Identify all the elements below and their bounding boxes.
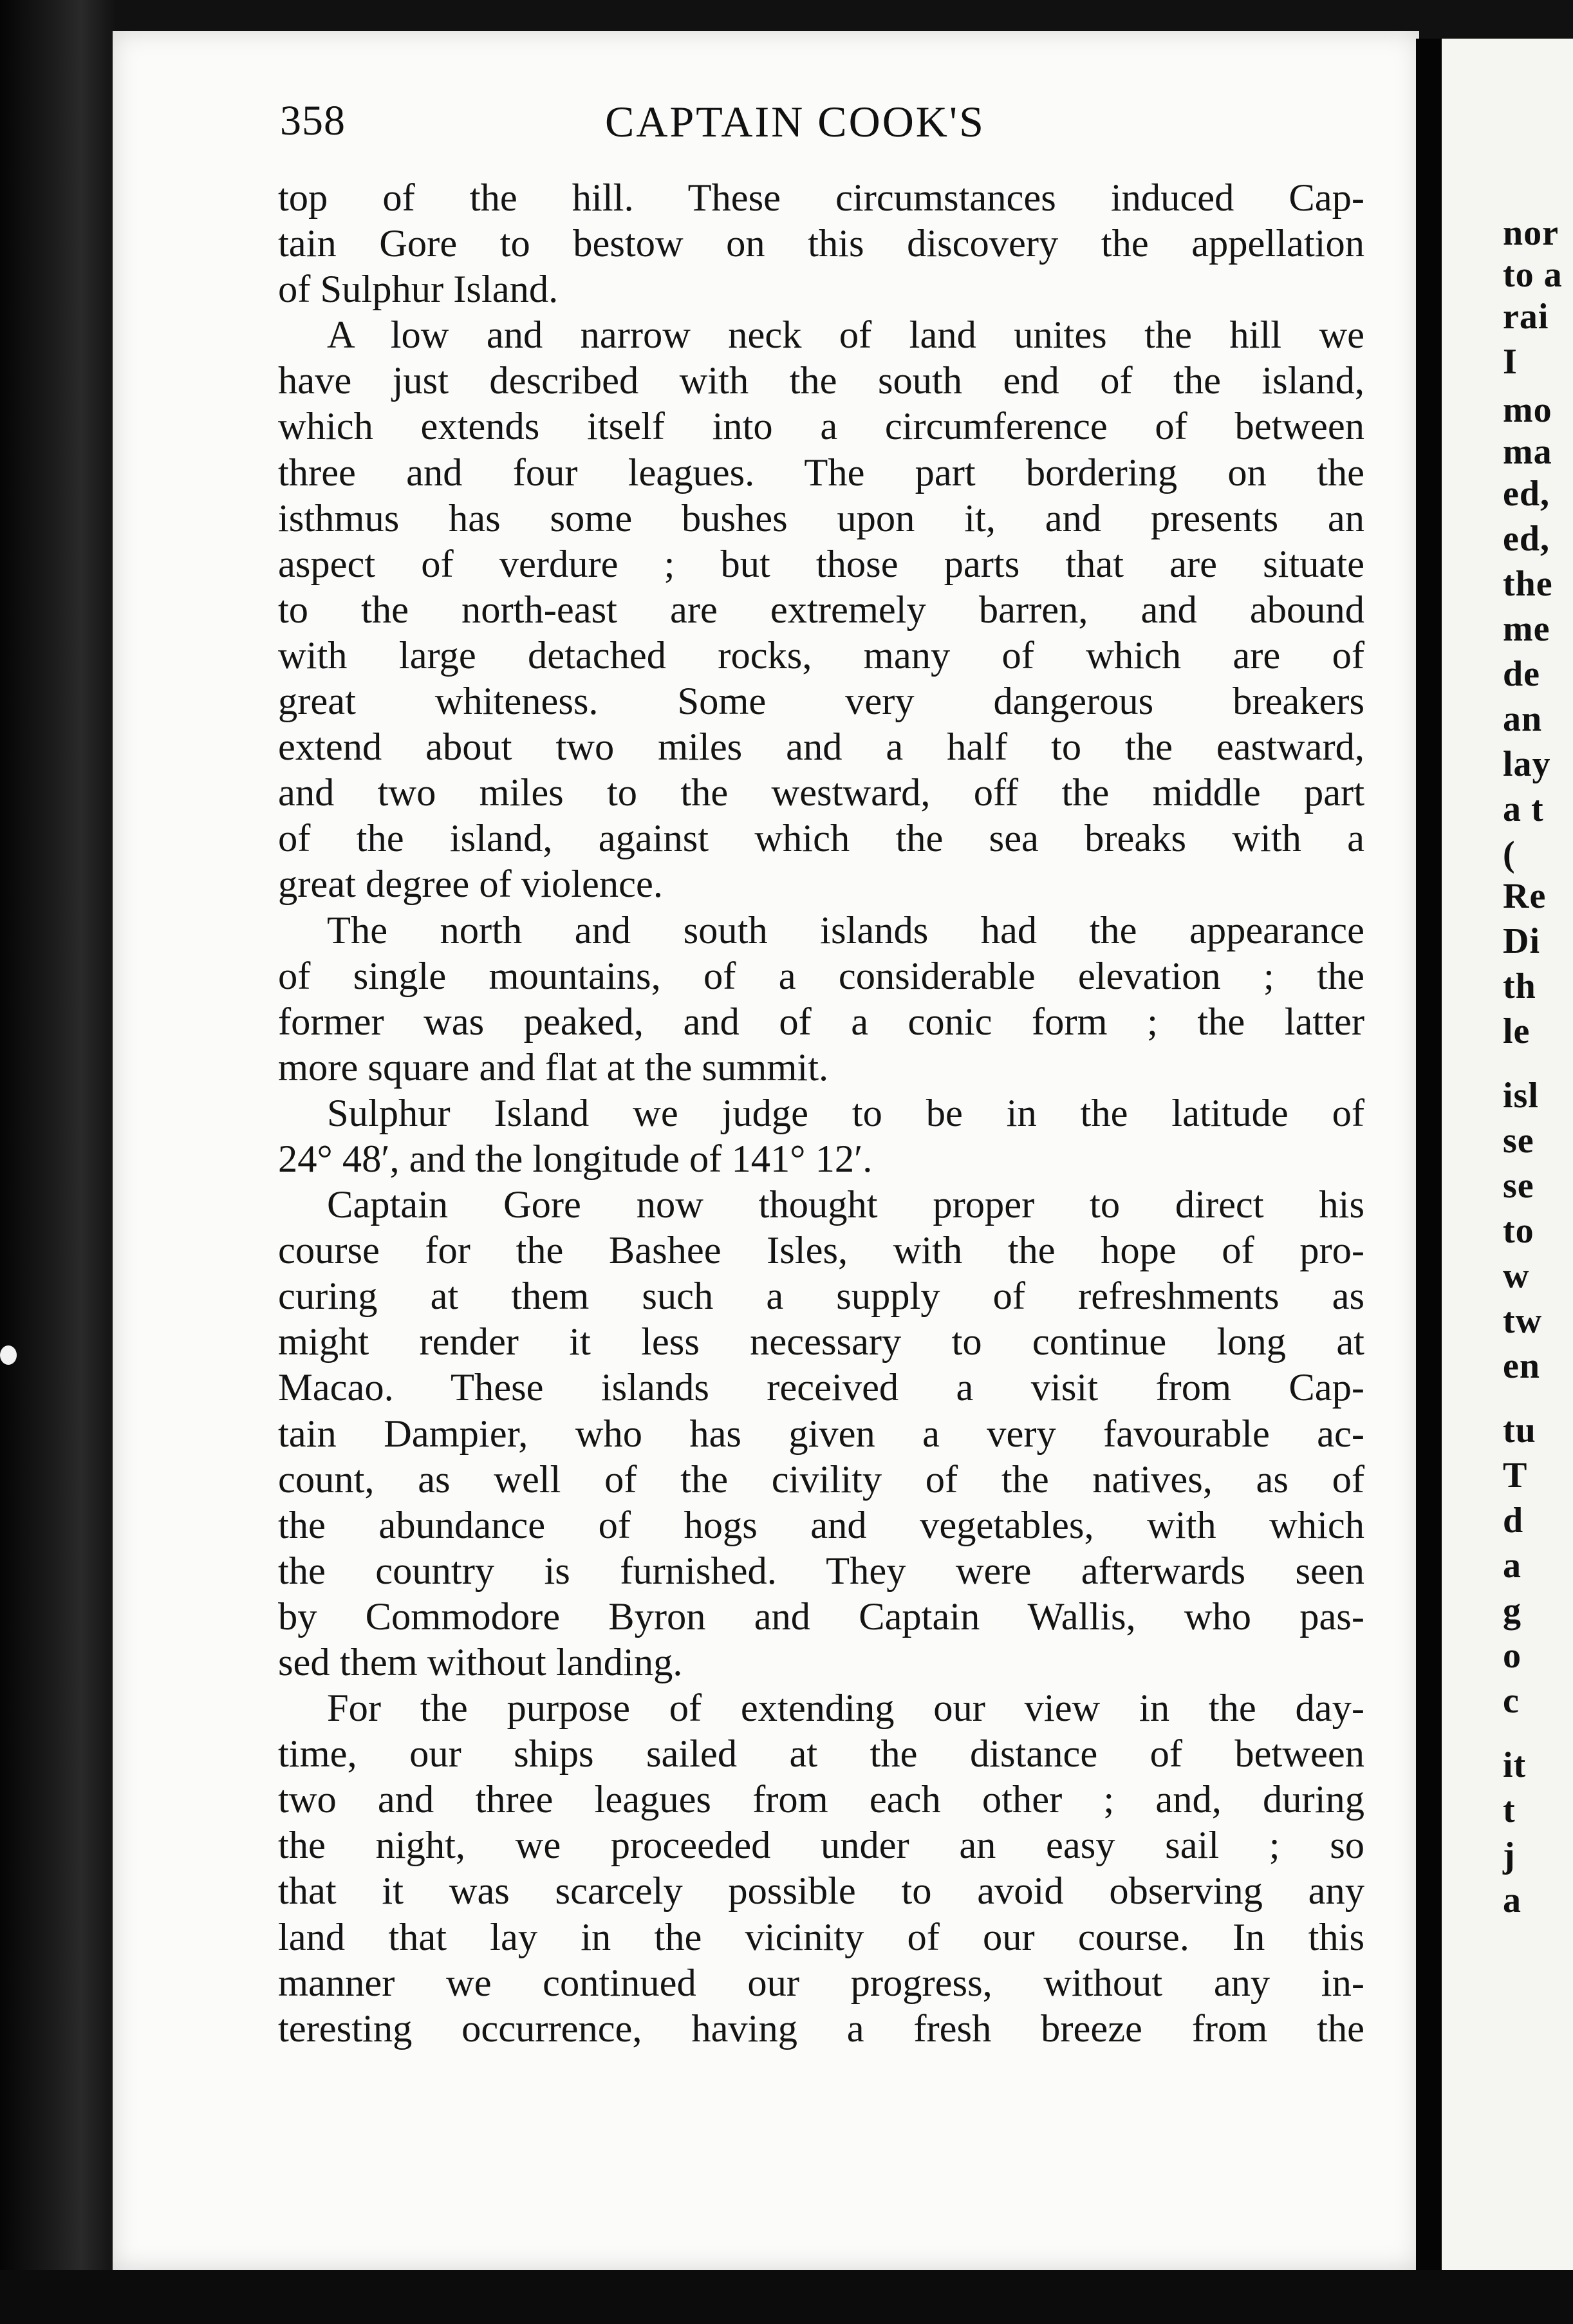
text-line: which extends itself into a circumference of between bbox=[278, 405, 1364, 449]
facing-page-fragment: tu bbox=[1503, 1410, 1536, 1450]
text-line: 24° 48′, and the longitude of 141° 12′. bbox=[278, 1137, 873, 1181]
facing-page-fragment: ed, bbox=[1503, 474, 1550, 514]
scan-speck bbox=[0, 1345, 17, 1365]
page-number: 358 bbox=[280, 97, 346, 144]
facing-page-fragment: isl bbox=[1503, 1076, 1539, 1116]
text-line: by Commodore Byron and Captain Wallis, who pas- bbox=[278, 1595, 1364, 1638]
text-line: The north and south islands had the appearance bbox=[327, 908, 1364, 952]
text-line: aspect of verdure ; but those parts that are situate bbox=[278, 542, 1364, 586]
facing-page-fragment: c bbox=[1503, 1681, 1520, 1721]
facing-page-fragment: se bbox=[1503, 1166, 1534, 1206]
text-line: land that lay in the vicinity of our course. In this bbox=[278, 1915, 1364, 1959]
text-line: the country is furnished. They were afterwards seen bbox=[278, 1549, 1364, 1593]
facing-page-fragment: a t bbox=[1503, 789, 1544, 829]
facing-page-fragment: o bbox=[1503, 1636, 1522, 1676]
facing-page-fragment: se bbox=[1503, 1121, 1534, 1161]
facing-page-fragment: de bbox=[1503, 654, 1540, 694]
text-line: two and three leagues from each other ; and, during bbox=[278, 1778, 1364, 1822]
text-line: to the north-east are extremely barren, and abound bbox=[278, 588, 1364, 632]
facing-page-fragment: I bbox=[1503, 342, 1518, 382]
facing-page-fragment: rai bbox=[1503, 297, 1549, 337]
page-header bbox=[280, 97, 1361, 148]
book-binding-edge bbox=[0, 0, 116, 2324]
facing-page-fragment: lay bbox=[1503, 744, 1551, 784]
text-line: tain Dampier, who has given a very favourable ac- bbox=[278, 1412, 1364, 1456]
text-line: of Sulphur Island. bbox=[278, 268, 559, 312]
facing-page-fragment: le bbox=[1503, 1011, 1531, 1051]
text-line: For the purpose of extending our view in the day- bbox=[327, 1687, 1364, 1730]
text-line: of the island, against which the sea breaks with a bbox=[278, 817, 1364, 861]
text-line: have just described with the south end of the island, bbox=[278, 359, 1364, 403]
page-gutter bbox=[1416, 39, 1442, 2279]
text-line: with large detached rocks, many of which are of bbox=[278, 633, 1364, 677]
text-line: course for the Bashee Isles, with the hope of pro- bbox=[278, 1229, 1364, 1273]
text-line: teresting occurrence, having a fresh breeze from the bbox=[278, 2007, 1364, 2050]
text-line: count, as well of the civility of the natives, as of bbox=[278, 1457, 1364, 1501]
facing-page-fragment: g bbox=[1503, 1591, 1522, 1631]
text-line: former was peaked, and of a conic form ; the latter bbox=[278, 1000, 1364, 1044]
facing-page-fragment: Re bbox=[1503, 876, 1547, 916]
text-line: more square and flat at the summit. bbox=[278, 1045, 829, 1089]
text-line: the night, we proceeded under an easy sail ; so bbox=[278, 1824, 1364, 1868]
facing-page-fragment: a bbox=[1503, 1546, 1522, 1586]
facing-page-fragment: mo bbox=[1503, 390, 1552, 430]
text-line: isthmus has some bushes upon it, and presents an bbox=[278, 496, 1364, 540]
scan-bottom-border bbox=[0, 2270, 1573, 2324]
facing-page-fragment: t bbox=[1503, 1790, 1516, 1830]
facing-page-fragment: en bbox=[1503, 1346, 1540, 1386]
facing-page-fragment: j bbox=[1503, 1835, 1516, 1875]
facing-page-fragment: T bbox=[1503, 1456, 1528, 1495]
text-line: might render it less necessary to continue long at bbox=[278, 1320, 1364, 1364]
facing-page-fragment: d bbox=[1503, 1501, 1524, 1541]
text-line: A low and narrow neck of land unites the hill we bbox=[327, 314, 1364, 357]
text-line: extend about two miles and a half to the eastward, bbox=[278, 726, 1364, 769]
facing-page-fragment: it bbox=[1503, 1745, 1527, 1785]
facing-page-fragment: ed, bbox=[1503, 519, 1550, 559]
facing-page-fragment: to bbox=[1503, 1211, 1534, 1251]
facing-page-fragment: w bbox=[1503, 1256, 1530, 1296]
text-line: that it was scarcely possible to avoid observing any bbox=[278, 1870, 1364, 1913]
facing-page-fragment: nor bbox=[1503, 213, 1559, 253]
text-line: Captain Gore now thought proper to direct his bbox=[327, 1183, 1364, 1227]
text-line: top of the hill. These circumstances induced Cap- bbox=[278, 176, 1364, 220]
text-line: curing at them such a supply of refreshments as bbox=[278, 1275, 1364, 1318]
text-line: the abundance of hogs and vegetables, with which bbox=[278, 1503, 1364, 1547]
page-body-text bbox=[278, 175, 1364, 2052]
facing-page-fragment: th bbox=[1503, 966, 1536, 1006]
facing-page-fragment: Di bbox=[1503, 921, 1540, 961]
facing-page-fragment: ma bbox=[1503, 432, 1552, 472]
text-line: three and four leagues. The part bordering on the bbox=[278, 451, 1364, 494]
text-line: tain Gore to bestow on this discovery the appellation bbox=[278, 222, 1364, 266]
facing-page-fragment: ( bbox=[1503, 834, 1516, 874]
running-head: CAPTAIN COOK'S bbox=[605, 97, 985, 146]
text-line: of single mountains, of a considerable elevation ; the bbox=[278, 954, 1364, 998]
text-line: sed them without landing. bbox=[278, 1641, 683, 1684]
facing-page-fragment: to a bbox=[1503, 255, 1563, 295]
text-line: time, our ships sailed at the distance of between bbox=[278, 1732, 1364, 1776]
text-line: Sulphur Island we judge to be in the latitude of bbox=[327, 1091, 1364, 1135]
facing-page-edge bbox=[1442, 39, 1573, 2279]
facing-page-fragment: an bbox=[1503, 699, 1543, 739]
text-line: Macao. These islands received a visit from Cap- bbox=[278, 1366, 1364, 1410]
text-line: great whiteness. Some very dangerous breakers bbox=[278, 680, 1364, 724]
facing-page-fragment: me bbox=[1503, 609, 1550, 649]
text-line: manner we continued our progress, without any in- bbox=[278, 1961, 1364, 2005]
facing-page-fragment: the bbox=[1503, 564, 1553, 604]
text-line: and two miles to the westward, off the middle part bbox=[278, 771, 1364, 815]
text-line: great degree of violence. bbox=[278, 863, 663, 906]
facing-page-fragment: a bbox=[1503, 1880, 1522, 1920]
facing-page-fragment: tw bbox=[1503, 1301, 1543, 1341]
